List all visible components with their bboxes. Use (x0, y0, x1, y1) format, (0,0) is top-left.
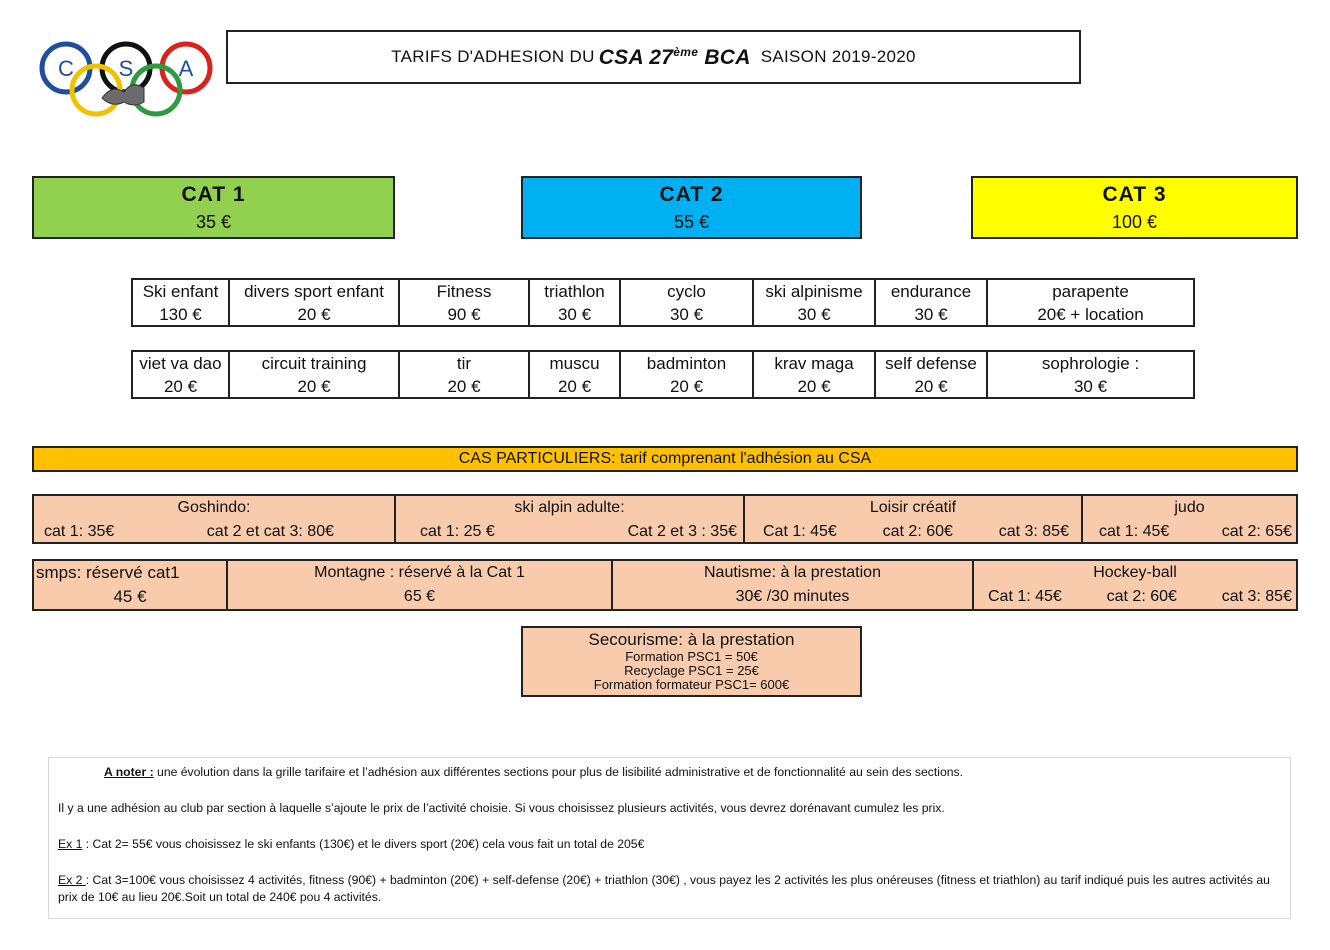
special-cell-loisir-creatif (745, 496, 1083, 542)
secourisme-line: Formation PSC1 = 50€ (625, 649, 758, 664)
activity-cell (876, 280, 988, 325)
category-name: CAT 3 (1102, 182, 1167, 206)
activity-cell (230, 352, 400, 397)
special-cell-goshindo (34, 496, 396, 542)
activity-price: 20 € (447, 376, 481, 396)
category-box-1 (32, 176, 395, 239)
activity-name: circuit training (261, 353, 367, 373)
special-title: ski alpin adulte: (514, 499, 625, 516)
special-cell-ski-alpin (396, 496, 745, 542)
page-title (226, 30, 1081, 84)
example-1-text: : Cat 2= 55€ vous choisissez le ski enfants (130€) et le divers sport (20€) cela vous fait un total de 205€ (82, 837, 645, 851)
note-box (48, 757, 1291, 919)
logo-letter-s: S (118, 56, 134, 81)
example-1-label: Ex 1 (58, 837, 83, 851)
example-2-label: Ex 2 (58, 873, 86, 887)
special-title: Goshindo: (177, 499, 251, 516)
category-price: 35 € (195, 211, 232, 232)
title-club: CSA 27 (598, 45, 674, 69)
activity-cell (754, 352, 876, 397)
category-price: 55 € (673, 211, 710, 232)
category-box-2 (521, 176, 862, 239)
activity-cell (621, 280, 754, 325)
title-sup: ème (673, 44, 699, 59)
activity-price: 90 € (447, 304, 481, 324)
activity-name: sophrologie : (1041, 353, 1140, 373)
special-price: Cat 1: 45€ (988, 588, 1062, 605)
activities-row-1 (131, 278, 1195, 327)
example-2-text: : Cat 3=100€ vous choisissez 4 activités, fitness (90€) + badminton (20€) + self-defense (20€) + triathlon (30€) , vous payez les 2 activités les plus onéreuses (fitness et triathlon) au tarif indiqué puis les autres activités au prix de 10€ au lieu 20€.Soit un total de 240€ pou 4 activités. (58, 873, 1270, 904)
activity-cell (988, 280, 1193, 325)
activity-price: 30 € (1073, 376, 1108, 396)
activity-name: ski alpinisme (765, 281, 863, 301)
secourisme-box (521, 626, 862, 697)
special-title: Hockey-ball (1093, 564, 1177, 581)
activity-price: 20 € (797, 376, 831, 396)
special-price: cat 2: 65€ (1221, 523, 1292, 540)
activity-name: Ski enfant (142, 281, 219, 301)
activity-cell (133, 280, 230, 325)
activity-price: 20€ + location (1037, 304, 1144, 324)
activity-name: self defense (885, 353, 977, 373)
activity-cell (754, 280, 876, 325)
activity-cell (400, 280, 530, 325)
special-cell-smps (34, 561, 228, 609)
activity-cell (133, 352, 230, 397)
activity-cell (400, 352, 530, 397)
special-row-2 (32, 559, 1298, 611)
activity-name: badminton (646, 353, 727, 373)
activity-price: 130 € (159, 304, 202, 324)
note-label: A noter : (104, 765, 154, 779)
special-price: cat 2 et cat 3: 80€ (206, 523, 334, 540)
activity-name: tir (456, 353, 472, 373)
activity-price: 20 € (669, 376, 704, 396)
special-cell-hockey-ball (974, 561, 1296, 609)
activity-price: 20 € (914, 376, 948, 396)
activity-price: 20 € (163, 376, 198, 396)
activity-name: Fitness (436, 281, 492, 301)
activity-price: 20 € (557, 376, 592, 396)
special-price: cat 1: 35€ (44, 523, 115, 540)
note-paragraph: Il y a une adhésion au club par section à laquelle s’ajoute le prix de l’activité choisie. Si vous choisissez plusieurs activités, vous devrez dorénavant cumulez les prix. (58, 801, 945, 815)
activity-price: 30 € (669, 304, 704, 324)
activity-cell (530, 352, 621, 397)
special-title: Montagne : réservé à la Cat 1 (314, 564, 525, 581)
special-price: cat 3: 85€ (1221, 588, 1292, 605)
activity-price: 20 € (297, 376, 331, 396)
special-cases-banner: CAS PARTICULIERS: tarif comprenant l'adhésion au CSA (32, 446, 1298, 472)
secourisme-line: Formation formateur PSC1= 600€ (593, 677, 790, 692)
category-name: CAT 2 (659, 182, 724, 206)
special-cell-nautisme (613, 561, 974, 609)
logo-letter-a: A (178, 56, 194, 81)
note-text: une évolution dans la grille tarifaire et l’adhésion aux différentes sections pour plus de lisibilité administrative et de fonctionnalité au sein des sections. (153, 765, 964, 779)
title-prefix: TARIFS D'ADHESION DU (391, 47, 595, 66)
activity-price: 20 € (297, 304, 331, 324)
special-price: cat 1: 25 € (420, 523, 495, 540)
activities-row-2 (131, 350, 1195, 399)
special-row-1 (32, 494, 1298, 544)
category-box-3 (971, 176, 1298, 239)
special-price: cat 3: 85€ (998, 523, 1069, 540)
special-price: cat 2: 60€ (882, 523, 953, 540)
special-price: 45 € (113, 587, 147, 606)
secourisme-line: Recyclage PSC1 = 25€ (624, 663, 759, 678)
special-price: Cat 1: 45€ (763, 523, 837, 540)
activity-cell (230, 280, 400, 325)
special-price: 65 € (403, 588, 436, 605)
activity-name: krav maga (774, 353, 854, 373)
special-price: Cat 2 et 3 : 35€ (627, 523, 737, 540)
special-cell-judo (1083, 496, 1296, 542)
logo-letter-c: C (58, 56, 74, 81)
activity-price: 30 € (914, 304, 948, 324)
category-name: CAT 1 (181, 182, 246, 206)
special-price: cat 2: 60€ (1106, 588, 1177, 605)
olympic-rings-logo (38, 40, 218, 122)
special-price: 30€ /30 minutes (735, 588, 850, 605)
special-cell-montagne (228, 561, 613, 609)
activity-price: 30 € (557, 304, 592, 324)
special-price: cat 1: 45€ (1099, 523, 1170, 540)
activity-name: viet va dao (139, 353, 222, 373)
activity-price: 30 € (797, 304, 831, 324)
csa-logo (38, 40, 218, 122)
activity-name: cyclo (667, 281, 706, 301)
activity-name: parapente (1052, 281, 1129, 301)
title-unit: BCA (704, 45, 751, 69)
activity-cell (621, 352, 754, 397)
category-price: 100 € (1111, 211, 1158, 232)
activity-cell (876, 352, 988, 397)
activity-cell (530, 280, 621, 325)
activity-name: endurance (890, 281, 972, 301)
special-title: Nautisme: à la prestation (704, 564, 881, 581)
activity-name: triathlon (544, 281, 605, 301)
activity-name: divers sport enfant (244, 281, 384, 301)
secourisme-title: Secourisme: à la prestation (588, 630, 795, 649)
special-title: judo (1174, 499, 1205, 516)
special-title: Loisir créatif (869, 499, 957, 516)
title-season: SAISON 2019-2020 (760, 47, 916, 66)
activity-name: muscu (549, 353, 600, 373)
special-title: smps: réservé cat1 (36, 563, 180, 582)
activity-cell (988, 352, 1193, 397)
